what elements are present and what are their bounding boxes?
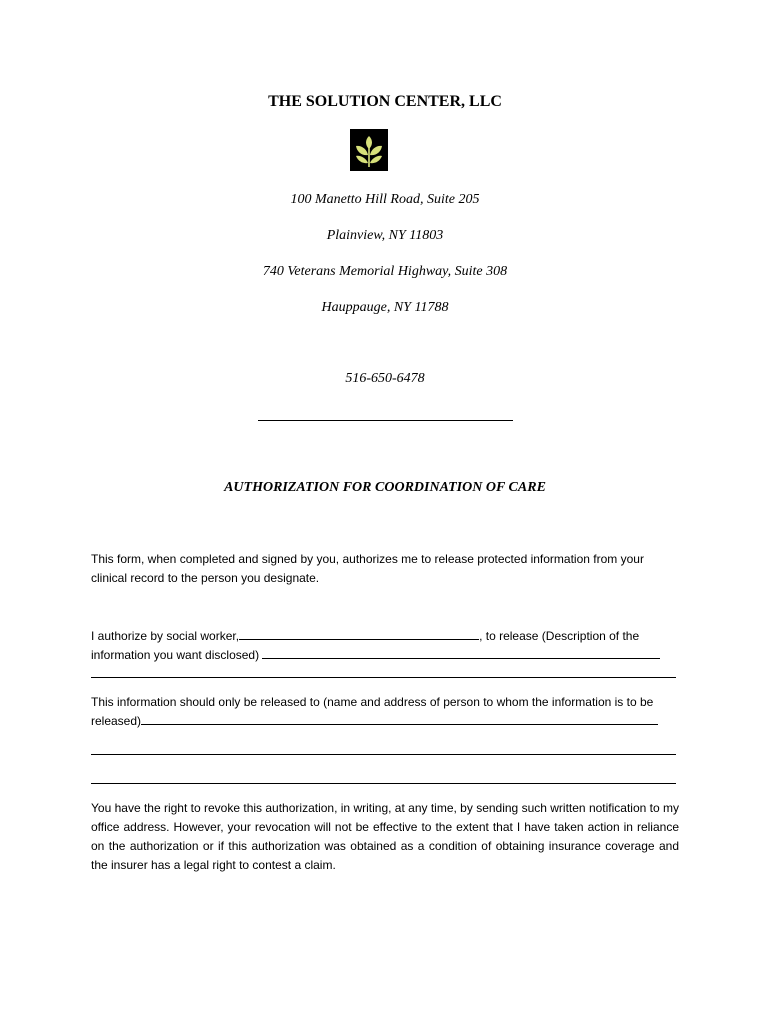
release-to-paragraph (91, 693, 679, 731)
revoke-paragraph: You have the right to revoke this authorization, in writing, at any time, by sending such written notification to my office address. However, your revocation will not be effective to the extent that I have taken action in reliance on the authorization or if this authorization was obtained as a condition of obtaining insurance coverage and the insurer has a legal right to contest a claim. (91, 801, 679, 872)
intro-paragraph: This form, when completed and signed by you, authorizes me to release protected information from your clinical record to the person you designate. (91, 552, 644, 585)
address-line-4: Hauppauge, NY 11788 (321, 300, 449, 315)
authorize-prefix: I authorize by social worker, (91, 629, 240, 643)
phone-number: 516-650-6478 (345, 371, 425, 386)
recipient-field-line-2[interactable] (91, 754, 676, 755)
org-name: THE SOLUTION CENTER, LLC (268, 93, 502, 110)
authorize-middle: , to release (Description of the information you want disclosed) (91, 629, 640, 662)
social-worker-field[interactable] (239, 627, 479, 640)
address-line-2: Plainview, NY 11803 (326, 228, 444, 243)
address-line-3: 740 Veterans Memorial Highway, Suite 308 (262, 264, 508, 279)
disclosed-info-field-continued[interactable] (91, 677, 676, 678)
leaf-sprig-icon (350, 129, 388, 171)
authorize-paragraph (91, 627, 679, 665)
form-title: AUTHORIZATION FOR COORDINATION OF CARE (224, 480, 546, 495)
recipient-field-line-3[interactable] (91, 783, 676, 784)
address-line-1: 100 Manetto Hill Road, Suite 205 (290, 192, 480, 207)
recipient-field[interactable] (141, 712, 658, 725)
release-to-label: This information should only be released to (name and address of person to whom the information is to be released) (91, 695, 654, 728)
header-divider (258, 420, 513, 421)
disclosed-info-field[interactable] (262, 646, 660, 659)
